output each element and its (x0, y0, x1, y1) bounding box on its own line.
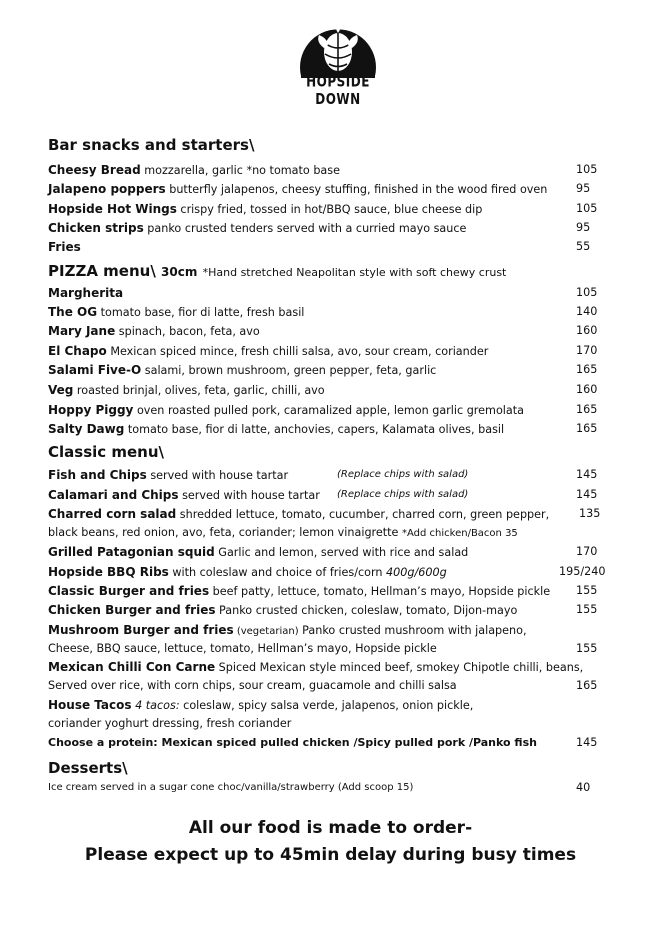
item-name: Chicken Burger (48, 603, 152, 617)
menu-item (48, 601, 517, 619)
item-desc: coriander yoghurt dressing, fresh coriander (48, 717, 292, 730)
item-desc: Panko crusted mushroom with jalapeno, (298, 624, 527, 637)
item-desc: crispy fried, tossed in hot/BBQ sauce, blue cheese dip (176, 203, 483, 216)
item-price: 145 (576, 488, 598, 501)
item-name: Charred corn salad (48, 507, 177, 521)
menu-item (48, 696, 473, 714)
item-desc: Panko crusted chicken, coleslaw, tomato, Dijon-mayo (215, 604, 518, 617)
pizza-note: *Hand stretched Neapolitan style with soft chewy crust (202, 266, 507, 279)
item-price: 165 (576, 422, 598, 435)
menu-item (48, 420, 504, 438)
item-name: Hoppy Piggy (48, 403, 134, 417)
footer-line-1: All our food is made to order- (188, 818, 473, 838)
item-name: Salami Five-O (48, 363, 142, 377)
item-suffix: and fries (151, 603, 216, 617)
item-name: Fries (48, 240, 81, 254)
item-name: Salty Dawg (48, 422, 125, 436)
pizza-size: 30cm (161, 265, 198, 279)
menu-item (48, 322, 260, 340)
item-price: 155 (576, 642, 598, 655)
item-price: 105 (576, 202, 598, 215)
menu-item-line3 (48, 734, 537, 752)
menu-item-line2 (48, 715, 291, 733)
brand-name: HOPSIDE DOWN (306, 72, 370, 108)
item-name: Chicken strips (48, 221, 144, 235)
section-title-classic: Classic menu\ (48, 443, 165, 461)
item-price: 170 (576, 344, 598, 357)
item-name: Margherita (48, 286, 124, 300)
item-name: Mexican Chilli Con Carne (48, 660, 216, 674)
item-price: 40 (576, 781, 591, 794)
item-desc: black beans, red onion, avo, feta, coriander; lemon vinaigrette (48, 526, 402, 539)
item-name: Calamari and Chips (48, 488, 179, 502)
menu-item-line2 (48, 524, 518, 542)
item-price: 95 (576, 182, 591, 195)
item-name: Fish and Chips (48, 468, 147, 482)
item-desc: Served over rice, with corn chips, sour cream, guacamole and chilli salsa (48, 679, 457, 692)
item-name: Grilled Patagonian squid (48, 545, 215, 559)
item-desc: shredded lettuce, tomato, cucumber, charred corn, green pepper, (176, 508, 550, 521)
menu-item (48, 180, 547, 198)
menu-item (48, 238, 81, 256)
item-desc: butterfly jalapenos, cheesy stuffing, finished in the wood fired oven (165, 183, 548, 196)
item-veg: (vegetarian) (233, 626, 299, 637)
item-name: Cheesy Bread (48, 163, 141, 177)
item-price: 160 (576, 383, 598, 396)
footer-line-2: Please expect up to 45min delay during busy times (84, 845, 577, 865)
menu-item (48, 466, 288, 484)
menu-item (48, 161, 340, 179)
item-price: 155 (576, 603, 598, 616)
menu-item-line2 (48, 640, 437, 658)
item-note: (Replace chips with salad) (337, 469, 469, 480)
menu-item (48, 658, 583, 676)
menu-item (48, 219, 466, 237)
item-desc: mozzarella, garlic *no tomato base (140, 164, 340, 177)
item-price: 105 (576, 163, 598, 176)
item-note: *Add chicken/Bacon 35 (402, 528, 518, 539)
menu-item (48, 505, 549, 523)
item-desc: with coleslaw and choice of fries/corn (168, 566, 387, 579)
item-price: 165 (576, 363, 598, 376)
item-price: 55 (576, 240, 591, 253)
item-desc: spinach, bacon, feta, avo (115, 325, 260, 338)
menu-item (48, 401, 524, 419)
item-desc: tomato base, fior di latte, anchovies, capers, Kalamata olives, basil (124, 423, 505, 436)
item-desc: Garlic and lemon, served with rice and salad (214, 546, 469, 559)
item-price: 195/240 (559, 565, 606, 578)
item-name: Hopside BBQ Ribs (48, 565, 169, 579)
menu-item (48, 621, 527, 639)
menu-item (48, 381, 325, 399)
item-suffix: and fries (169, 623, 234, 637)
item-desc: served with house tartar (146, 469, 289, 482)
menu-item (48, 563, 447, 581)
item-price: 145 (576, 468, 598, 481)
item-price: 105 (576, 286, 598, 299)
item-price: 95 (576, 221, 591, 234)
item-name: Jalapeno poppers (48, 182, 166, 196)
item-name: House Tacos (48, 698, 132, 712)
item-price: 140 (576, 305, 598, 318)
item-desc: Spiced Mexican style minced beef, smokey Chipotle chilli, beans, (215, 661, 584, 674)
item-desc: Ice cream served in a sugar cone choc/vanilla/strawberry (Add scoop 15) (48, 782, 414, 793)
item-price: 160 (576, 324, 598, 337)
menu-item (48, 543, 468, 561)
item-suffix: and fries (144, 584, 210, 598)
item-price: 165 (576, 403, 598, 416)
item-protein: Choose a protein: Mexican spiced pulled chicken /Spicy pulled pork /Panko fish (48, 736, 537, 749)
menu-item (48, 361, 436, 379)
item-name: The OG (48, 305, 98, 319)
menu-item (48, 779, 413, 797)
item-price: 165 (576, 679, 598, 692)
item-desc: salami, brown mushroom, green pepper, feta, garlic (141, 364, 437, 377)
item-desc: Mexican spiced mince, fresh chilli salsa, avo, sour cream, coriander (106, 345, 489, 358)
item-name: Mushroom Burger (48, 623, 170, 637)
item-price: 155 (576, 584, 598, 597)
item-desc: tomato base, fior di latte, fresh basil (97, 306, 305, 319)
item-desc: served with house tartar (178, 489, 320, 502)
item-count: 4 tacos: (131, 699, 180, 712)
item-note: (Replace chips with salad) (337, 489, 469, 500)
pizza-title: PIZZA menu\ (48, 262, 156, 280)
item-sizes: 400g/600g (386, 566, 447, 579)
section-title-desserts: Desserts\ (48, 759, 128, 777)
hop-logo-icon (283, 18, 393, 78)
item-desc: Cheese, BBQ sauce, lettuce, tomato, Hellman’s mayo, Hopside pickle (48, 642, 437, 655)
menu-item (48, 200, 482, 218)
item-desc: beef patty, lettuce, tomato, Hellman’s mayo, Hopside pickle (209, 585, 551, 598)
item-price: 145 (576, 736, 598, 749)
menu-item (48, 303, 304, 321)
item-price: 170 (576, 545, 598, 558)
item-name: Classic Burger (48, 584, 145, 598)
item-desc: roasted brinjal, olives, feta, garlic, chilli, avo (73, 384, 325, 397)
menu-item (48, 284, 123, 302)
item-name: Mary Jane (48, 324, 116, 338)
section-title-bar-snacks: Bar snacks and starters\ (48, 136, 255, 154)
menu-item-line2 (48, 677, 457, 695)
item-desc: coleslaw, spicy salsa verde, jalapenos, onion pickle, (179, 699, 474, 712)
item-price: 135 (579, 507, 601, 520)
item-desc: panko crusted tenders served with a curried mayo sauce (143, 222, 467, 235)
item-desc: oven roasted pulled pork, caramalized apple, lemon garlic gremolata (133, 404, 524, 417)
item-name: Veg (48, 383, 74, 397)
item-name: El Chapo (48, 344, 107, 358)
menu-item (48, 342, 488, 360)
item-name: Hopside Hot Wings (48, 202, 177, 216)
section-title-pizza (48, 262, 506, 280)
menu-item (48, 582, 550, 600)
menu-item (48, 486, 320, 504)
brand-logo (283, 18, 393, 108)
